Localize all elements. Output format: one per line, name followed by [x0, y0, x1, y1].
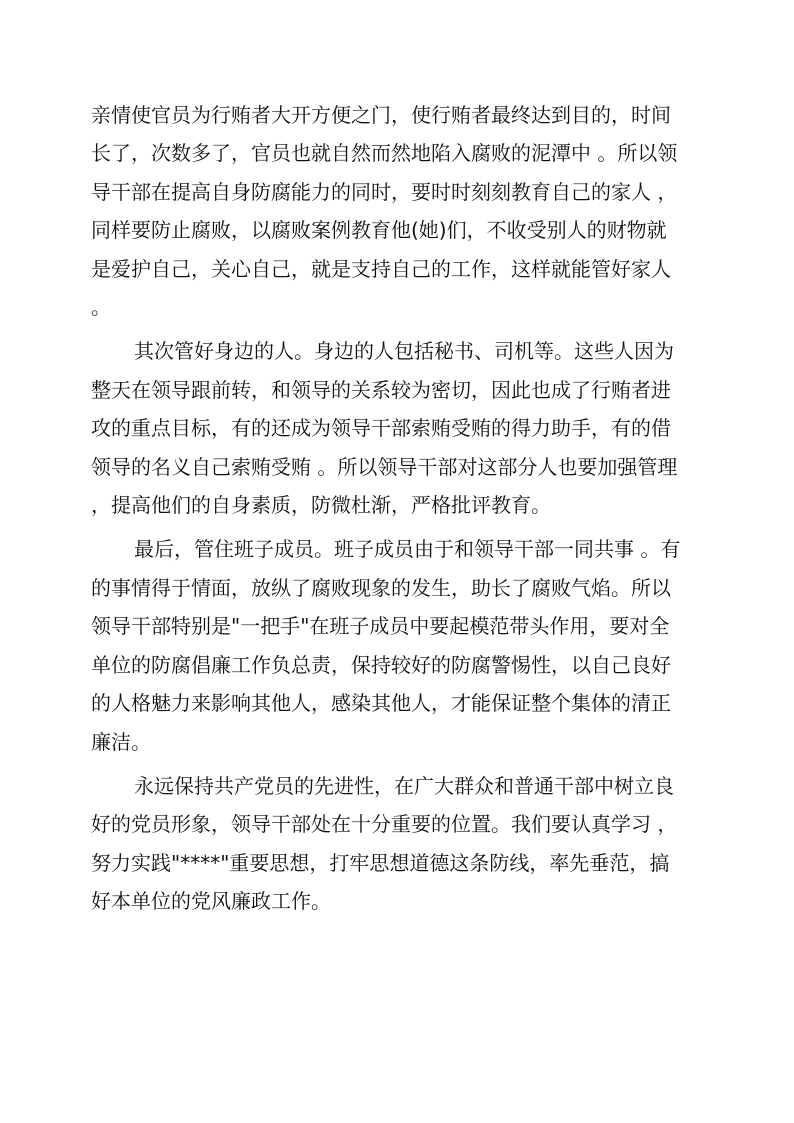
- paragraph-first-line: 其次管好身边的人。身边的人包括秘书、司机等。这些人因为: [134, 339, 674, 363]
- text-line: 好的党员形象，领导干部处在十分重要的位置。我们要认真学习 ，: [91, 812, 678, 836]
- text-line: 同样要防止腐败，以腐败案例教育他(她)们，不收受别人的财物就: [91, 218, 667, 242]
- text-line: 领导的名义自己索贿受贿 。所以领导干部对这部分人也要加强管理: [91, 455, 678, 479]
- paragraph-first-line: 最后，管住班子成员。班子成员由于和领导干部一同共事 。有: [134, 537, 681, 561]
- text-line: 领导干部特别是"一把手"在班子成员中要起模范带头作用，要对全: [91, 614, 670, 638]
- text-line: 。: [91, 295, 111, 319]
- text-line: 是爱护自己，关心自己，就是支持自己的工作，这样就能管好家人: [91, 257, 671, 281]
- text-line: 亲情使官员为行贿者大开方便之门，使行贿者最终达到目的，时间: [91, 103, 671, 127]
- text-line: ，提高他们的自身素质，防微杜渐，严格批评教育。: [91, 493, 551, 517]
- text-line: 单位的防腐倡廉工作负总责，保持较好的防腐警惕性，以自己良好: [91, 653, 671, 677]
- text-line: 导干部在提高自身防腐能力的同时，要时时刻刻教育自己的家人 ，: [91, 180, 678, 204]
- text-line: 攻的重点目标，有的还成为领导干部索贿受贿的得力助手，有的借: [91, 416, 671, 440]
- text-line: 廉洁。: [91, 730, 151, 754]
- text-line: 长了，次数多了，官员也就自然而然地陷入腐败的泥潭中 。所以领: [91, 141, 678, 165]
- text-line: 努力实践"****"重要思想，打牢思想道德这条防线，率先垂范，搞: [91, 851, 670, 875]
- text-line: 好本单位的党风廉政工作。: [91, 889, 331, 913]
- paragraph-first-line: 永远保持共产党员的先进性，在广大群众和普通干部中树立良: [134, 774, 674, 798]
- text-line: 整天在领导跟前转，和领导的关系较为密切，因此也成了行贿者进: [91, 378, 671, 402]
- text-line: 的人格魅力来影响其他人，感染其他人，才能保证整个集体的清正: [91, 691, 671, 715]
- text-line: 的事情得于情面，放纵了腐败现象的发生，助长了腐败气焰。所以: [91, 576, 671, 600]
